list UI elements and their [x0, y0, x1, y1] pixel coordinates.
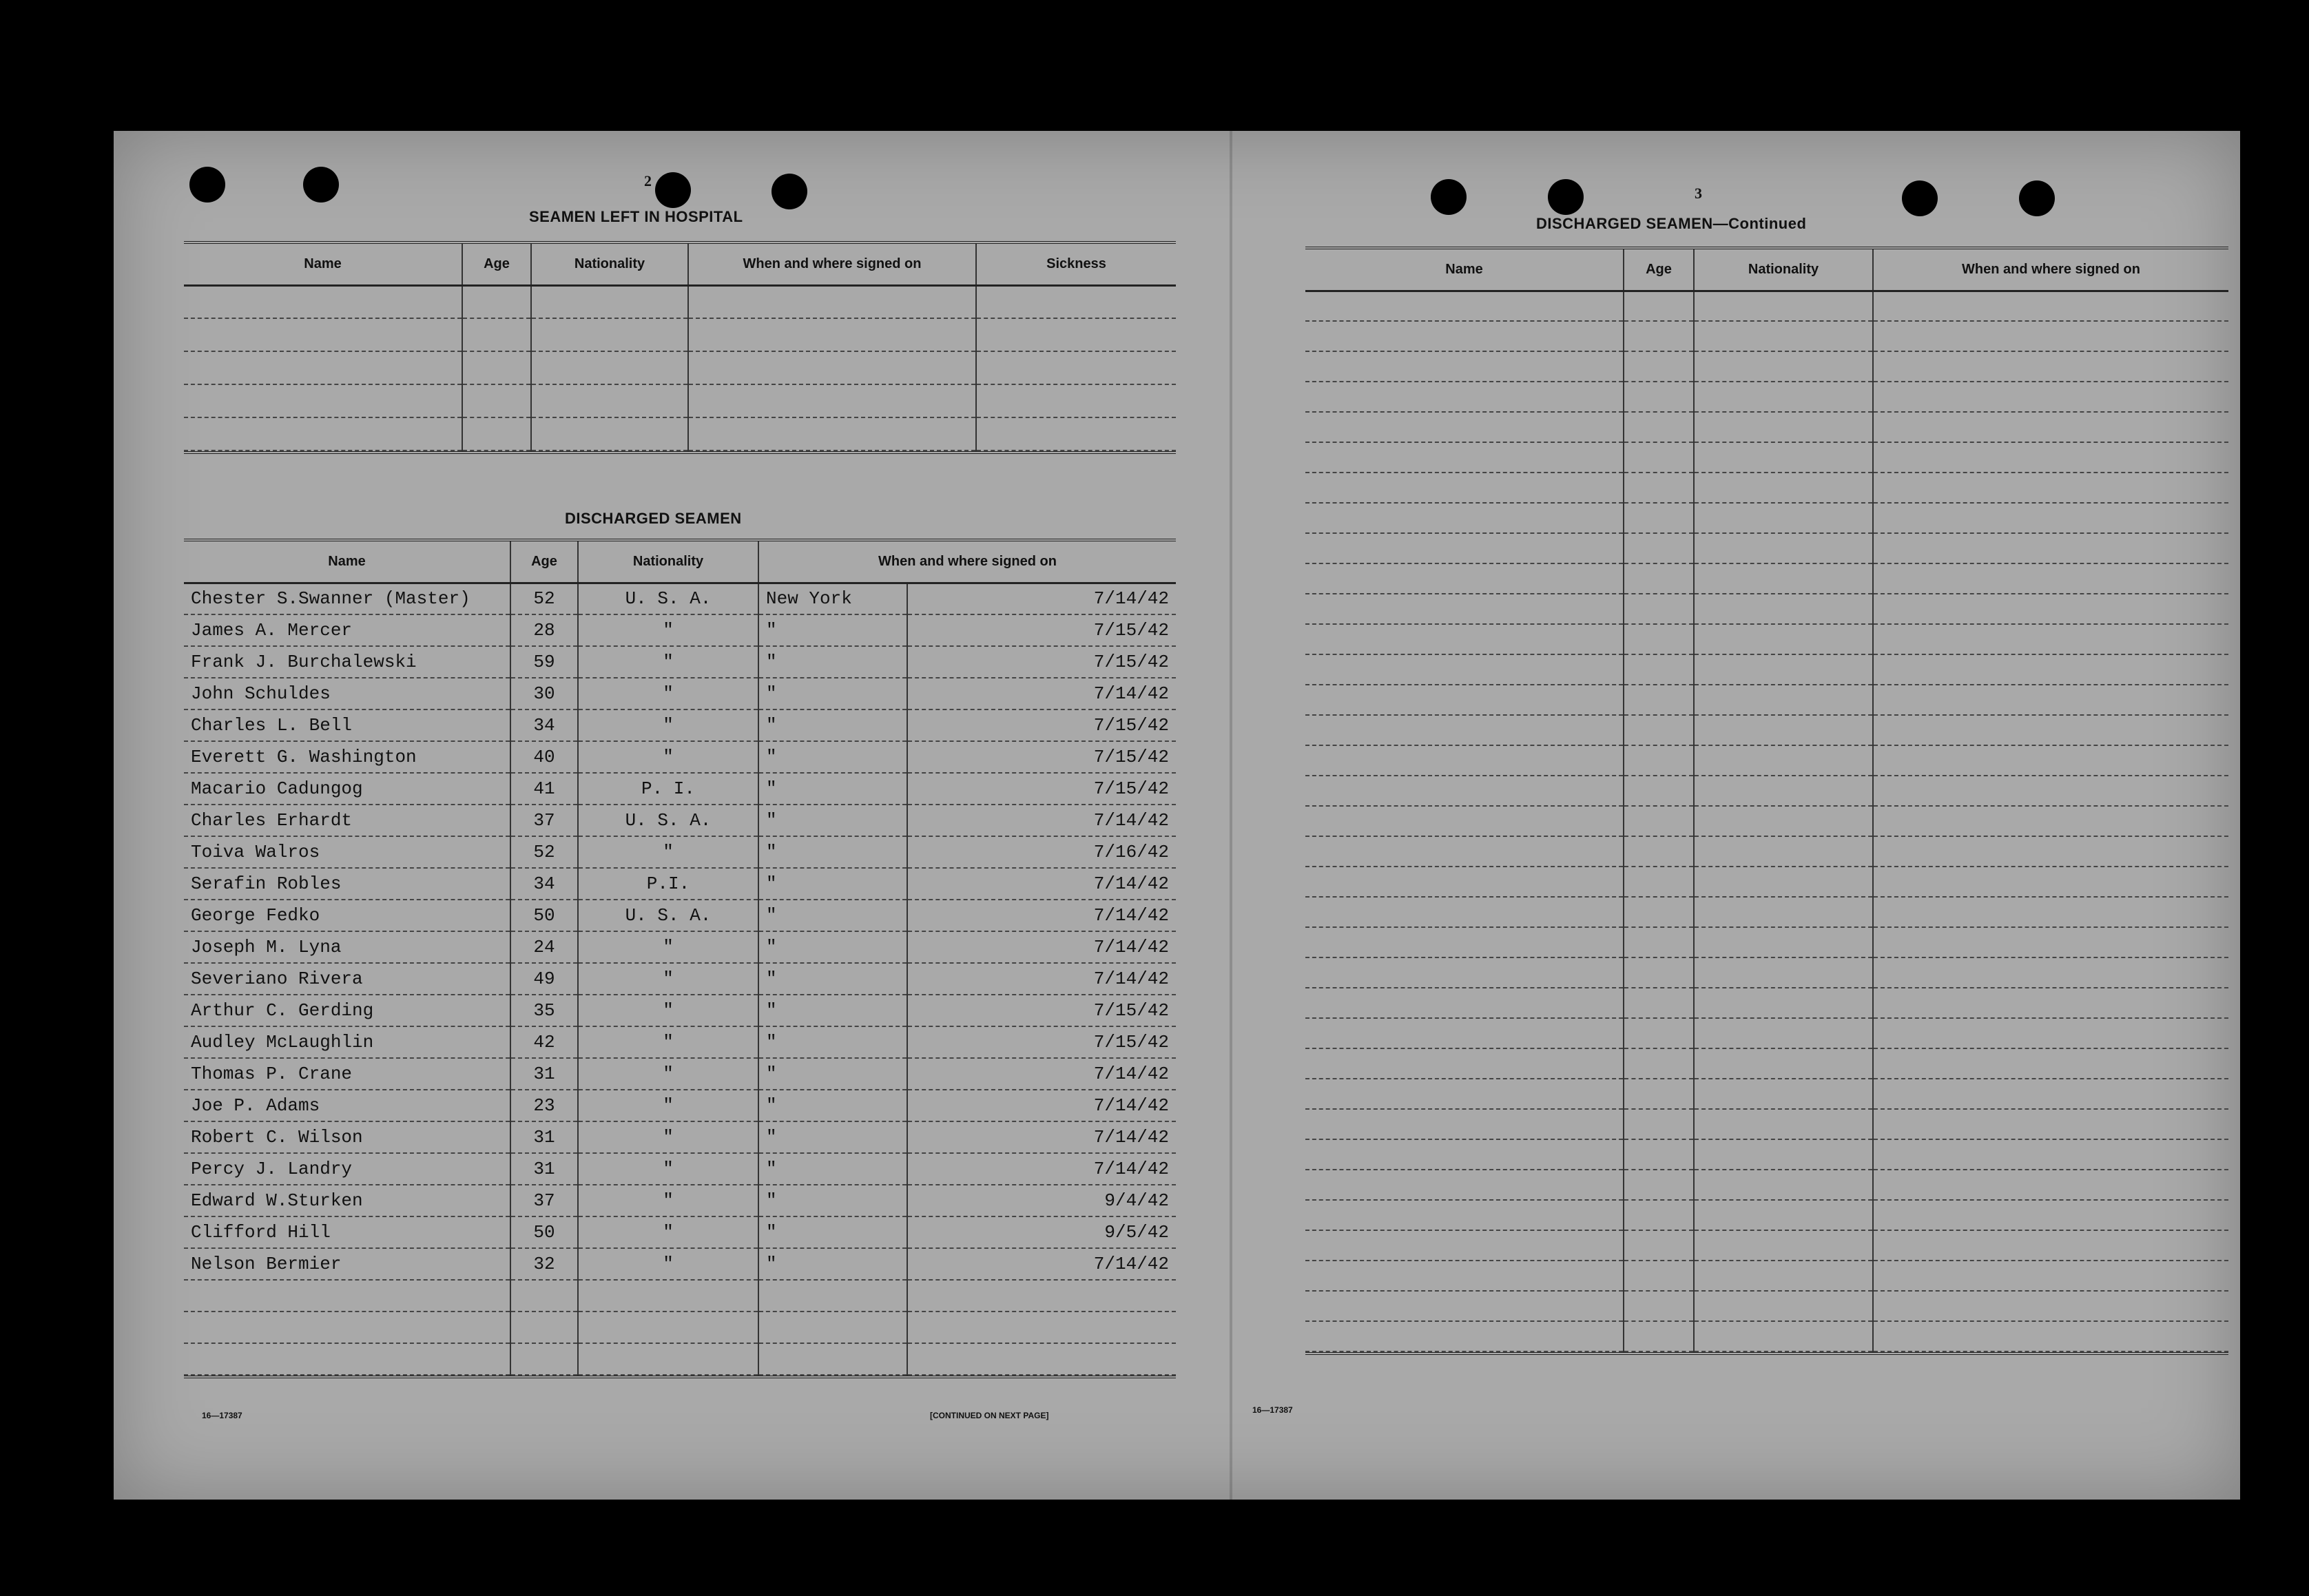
col-header-age: Age: [510, 540, 578, 583]
table-row: [1305, 1261, 2228, 1291]
signed-on-date: 7/14/42: [907, 1153, 1176, 1185]
table-row: [1305, 321, 2228, 351]
table-row: [184, 1280, 1176, 1312]
signed-on-place: ": [758, 1216, 907, 1248]
table-row: [1305, 867, 2228, 897]
col-header-signed-on: When and where signed on: [1873, 248, 2228, 291]
table-row: [1305, 1018, 2228, 1048]
signed-on-date: 7/14/42: [907, 1121, 1176, 1153]
seaman-age: 52: [510, 836, 578, 868]
seaman-age: 32: [510, 1248, 578, 1280]
signed-on-date: 9/4/42: [907, 1185, 1176, 1216]
seaman-age: 52: [510, 583, 578, 614]
table-row: [184, 646, 1176, 678]
table-row: [1305, 654, 2228, 685]
seaman-name: Joseph M. Lyna: [184, 931, 510, 963]
signed-on-place: ": [758, 995, 907, 1026]
seaman-name: Everett G. Washington: [184, 741, 510, 773]
table-row: [184, 318, 1176, 351]
signed-on-place: ": [758, 900, 907, 931]
seaman-age: 42: [510, 1026, 578, 1058]
continued-rows: [1305, 291, 2228, 1351]
signed-on-place: ": [758, 646, 907, 678]
table-row: [184, 583, 1176, 614]
signed-on-place: ": [758, 1026, 907, 1058]
signed-on-date: 7/14/42: [907, 583, 1176, 614]
seaman-nationality: ": [578, 1121, 758, 1153]
col-header-age: Age: [462, 242, 531, 285]
col-header-name: Name: [184, 242, 462, 285]
table-row: [184, 614, 1176, 646]
signed-on-date: 7/15/42: [907, 646, 1176, 678]
signed-on-date: 7/14/42: [907, 868, 1176, 900]
col-header-name: Name: [184, 540, 510, 583]
seaman-nationality: ": [578, 614, 758, 646]
col-header-name: Name: [1305, 248, 1624, 291]
col-header-sickness: Sickness: [976, 242, 1176, 285]
table-row: [1305, 1291, 2228, 1321]
signed-on-date: 7/15/42: [907, 614, 1176, 646]
seaman-age: 37: [510, 805, 578, 836]
signed-on-date: 7/14/42: [907, 931, 1176, 963]
punch-hole: [189, 167, 225, 203]
punch-hole: [2019, 180, 2055, 216]
seaman-nationality: ": [578, 836, 758, 868]
signed-on-date: 7/15/42: [907, 741, 1176, 773]
seaman-age: 41: [510, 773, 578, 805]
table-row: [1305, 685, 2228, 715]
seaman-name: Thomas P. Crane: [184, 1058, 510, 1090]
form-number: 16—17387: [202, 1411, 242, 1420]
seaman-name: Robert C. Wilson: [184, 1121, 510, 1153]
seaman-age: 35: [510, 995, 578, 1026]
seaman-nationality: ": [578, 931, 758, 963]
table-row: [184, 285, 1176, 318]
seaman-name: James A. Mercer: [184, 614, 510, 646]
signed-on-place: ": [758, 678, 907, 709]
seaman-name: John Schuldes: [184, 678, 510, 709]
seaman-name: Severiano Rivera: [184, 963, 510, 995]
signed-on-place: ": [758, 805, 907, 836]
discharged-continued-title: DISCHARGED SEAMEN—Continued: [1536, 215, 1807, 232]
seaman-name: Clifford Hill: [184, 1216, 510, 1248]
signed-on-date: 7/16/42: [907, 836, 1176, 868]
seaman-age: 37: [510, 1185, 578, 1216]
hospital-table: [184, 241, 1176, 454]
seaman-age: 28: [510, 614, 578, 646]
seaman-name: Charles L. Bell: [184, 709, 510, 741]
signed-on-date: 7/15/42: [907, 995, 1176, 1026]
seaman-age: 31: [510, 1153, 578, 1185]
seaman-nationality: ": [578, 1153, 758, 1185]
table-row: [184, 384, 1176, 417]
continued-note: [CONTINUED ON NEXT PAGE]: [930, 1411, 1049, 1420]
table-row: [184, 963, 1176, 995]
table-row: [184, 1058, 1176, 1090]
seaman-name: Arthur C. Gerding: [184, 995, 510, 1026]
signed-on-place: ": [758, 836, 907, 868]
seaman-nationality: ": [578, 709, 758, 741]
table-row: [1305, 1048, 2228, 1079]
table-row: [184, 1121, 1176, 1153]
signed-on-place: ": [758, 1058, 907, 1090]
table-row: [184, 741, 1176, 773]
seaman-name: Joe P. Adams: [184, 1090, 510, 1121]
signed-on-place: ": [758, 1121, 907, 1153]
seaman-age: 34: [510, 709, 578, 741]
table-row: [184, 931, 1176, 963]
table-row: [1305, 715, 2228, 745]
seaman-nationality: P.I.: [578, 868, 758, 900]
seaman-nationality: ": [578, 1026, 758, 1058]
table-row: [1305, 351, 2228, 382]
table-row: [1305, 988, 2228, 1018]
punch-hole: [303, 167, 339, 203]
table-row: [1305, 776, 2228, 806]
seaman-nationality: ": [578, 1248, 758, 1280]
seaman-name: Audley McLaughlin: [184, 1026, 510, 1058]
seaman-nationality: ": [578, 1185, 758, 1216]
page-number: 3: [1695, 185, 1702, 202]
punch-hole: [655, 172, 691, 208]
seaman-age: 24: [510, 931, 578, 963]
signed-on-place: ": [758, 1090, 907, 1121]
seaman-age: 40: [510, 741, 578, 773]
col-header-signed-on: When and where signed on: [688, 242, 976, 285]
table-row: [1305, 624, 2228, 654]
seaman-nationality: ": [578, 646, 758, 678]
seaman-age: 30: [510, 678, 578, 709]
table-row: [1305, 1170, 2228, 1200]
seaman-name: Chester S.Swanner (Master): [184, 583, 510, 614]
punch-hole: [772, 174, 807, 209]
table-row: [1305, 1200, 2228, 1230]
col-header-nationality: Nationality: [531, 242, 688, 285]
col-header-nationality: Nationality: [578, 540, 758, 583]
document-sheet: [114, 131, 2240, 1500]
table-row: [184, 1216, 1176, 1248]
table-row: [184, 1026, 1176, 1058]
table-row: [184, 678, 1176, 709]
signed-on-date: 9/5/42: [907, 1216, 1176, 1248]
signed-on-place: ": [758, 1153, 907, 1185]
signed-on-date: 7/15/42: [907, 709, 1176, 741]
signed-on-place: ": [758, 773, 907, 805]
seaman-age: 59: [510, 646, 578, 678]
punch-hole: [1548, 179, 1584, 215]
table-row: [184, 773, 1176, 805]
seaman-name: Serafin Robles: [184, 868, 510, 900]
table-row: [1305, 473, 2228, 503]
table-row: [184, 1090, 1176, 1121]
table-row: [1305, 1109, 2228, 1139]
seaman-nationality: P. I.: [578, 773, 758, 805]
seaman-nationality: ": [578, 995, 758, 1026]
table-row: [1305, 806, 2228, 836]
discharged-rows: [184, 583, 1176, 1375]
signed-on-place: ": [758, 709, 907, 741]
signed-on-date: 7/14/42: [907, 900, 1176, 931]
discharged-table: [184, 539, 1176, 1378]
table-row: [1305, 382, 2228, 412]
signed-on-date: 7/14/42: [907, 678, 1176, 709]
table-row: [1305, 957, 2228, 988]
table-row: [184, 1343, 1176, 1375]
table-row: [1305, 533, 2228, 563]
discharged-section-title: DISCHARGED SEAMEN: [565, 510, 742, 527]
seaman-nationality: ": [578, 1058, 758, 1090]
seaman-nationality: ": [578, 1216, 758, 1248]
table-row: [184, 805, 1176, 836]
signed-on-place: ": [758, 868, 907, 900]
seaman-name: Percy J. Landry: [184, 1153, 510, 1185]
table-row: [1305, 1230, 2228, 1261]
seaman-age: 50: [510, 900, 578, 931]
seaman-name: Macario Cadungog: [184, 773, 510, 805]
seaman-nationality: U. S. A.: [578, 583, 758, 614]
signed-on-date: 7/14/42: [907, 1090, 1176, 1121]
table-row: [184, 709, 1176, 741]
signed-on-place: New York: [758, 583, 907, 614]
signed-on-date: 7/14/42: [907, 805, 1176, 836]
table-row: [1305, 897, 2228, 927]
table-row: [184, 1248, 1176, 1280]
table-row: [1305, 291, 2228, 321]
signed-on-date: 7/14/42: [907, 963, 1176, 995]
seaman-nationality: U. S. A.: [578, 805, 758, 836]
table-row: [1305, 836, 2228, 867]
table-row: [1305, 745, 2228, 776]
punch-hole: [1431, 179, 1467, 215]
seaman-age: 34: [510, 868, 578, 900]
seaman-age: 31: [510, 1121, 578, 1153]
seaman-nationality: ": [578, 678, 758, 709]
table-row: [1305, 503, 2228, 533]
seaman-name: Charles Erhardt: [184, 805, 510, 836]
signed-on-place: ": [758, 614, 907, 646]
seaman-age: 50: [510, 1216, 578, 1248]
signed-on-place: ": [758, 1248, 907, 1280]
seaman-nationality: U. S. A.: [578, 900, 758, 931]
hospital-section-title: SEAMEN LEFT IN HOSPITAL: [529, 208, 743, 225]
seaman-age: 49: [510, 963, 578, 995]
table-row: [1305, 1079, 2228, 1109]
signed-on-date: 7/15/42: [907, 773, 1176, 805]
table-row: [184, 1312, 1176, 1343]
signed-on-place: ": [758, 931, 907, 963]
table-row: [184, 1185, 1176, 1216]
table-row: [184, 836, 1176, 868]
signed-on-place: ": [758, 741, 907, 773]
table-row: [184, 995, 1176, 1026]
seaman-age: 23: [510, 1090, 578, 1121]
signed-on-date: 7/14/42: [907, 1248, 1176, 1280]
seaman-name: George Fedko: [184, 900, 510, 931]
table-row: [1305, 563, 2228, 594]
seaman-age: 31: [510, 1058, 578, 1090]
table-row: [184, 351, 1176, 384]
page-number: 2: [644, 172, 652, 189]
table-row: [1305, 594, 2228, 624]
col-header-age: Age: [1624, 248, 1694, 291]
signed-on-place: ": [758, 963, 907, 995]
seaman-name: Toiva Walros: [184, 836, 510, 868]
table-row: [1305, 927, 2228, 957]
col-header-nationality: Nationality: [1694, 248, 1873, 291]
signed-on-place: ": [758, 1185, 907, 1216]
table-row: [1305, 1139, 2228, 1170]
table-row: [1305, 442, 2228, 473]
form-number: 16—17387: [1252, 1405, 1293, 1415]
seaman-nationality: ": [578, 741, 758, 773]
discharged-continued-table: [1305, 247, 2228, 1355]
center-fold: [1230, 131, 1232, 1500]
table-row: [184, 1153, 1176, 1185]
seaman-name: Frank J. Burchalewski: [184, 646, 510, 678]
punch-hole: [1902, 180, 1938, 216]
seaman-nationality: ": [578, 1090, 758, 1121]
table-row: [184, 868, 1176, 900]
seaman-name: Nelson Bermier: [184, 1248, 510, 1280]
table-row: [1305, 412, 2228, 442]
table-row: [1305, 1321, 2228, 1351]
seaman-nationality: ": [578, 963, 758, 995]
table-row: [184, 417, 1176, 450]
seaman-name: Edward W.Sturken: [184, 1185, 510, 1216]
signed-on-date: 7/15/42: [907, 1026, 1176, 1058]
signed-on-date: 7/14/42: [907, 1058, 1176, 1090]
table-row: [184, 900, 1176, 931]
col-header-signed-on: When and where signed on: [758, 540, 1176, 583]
